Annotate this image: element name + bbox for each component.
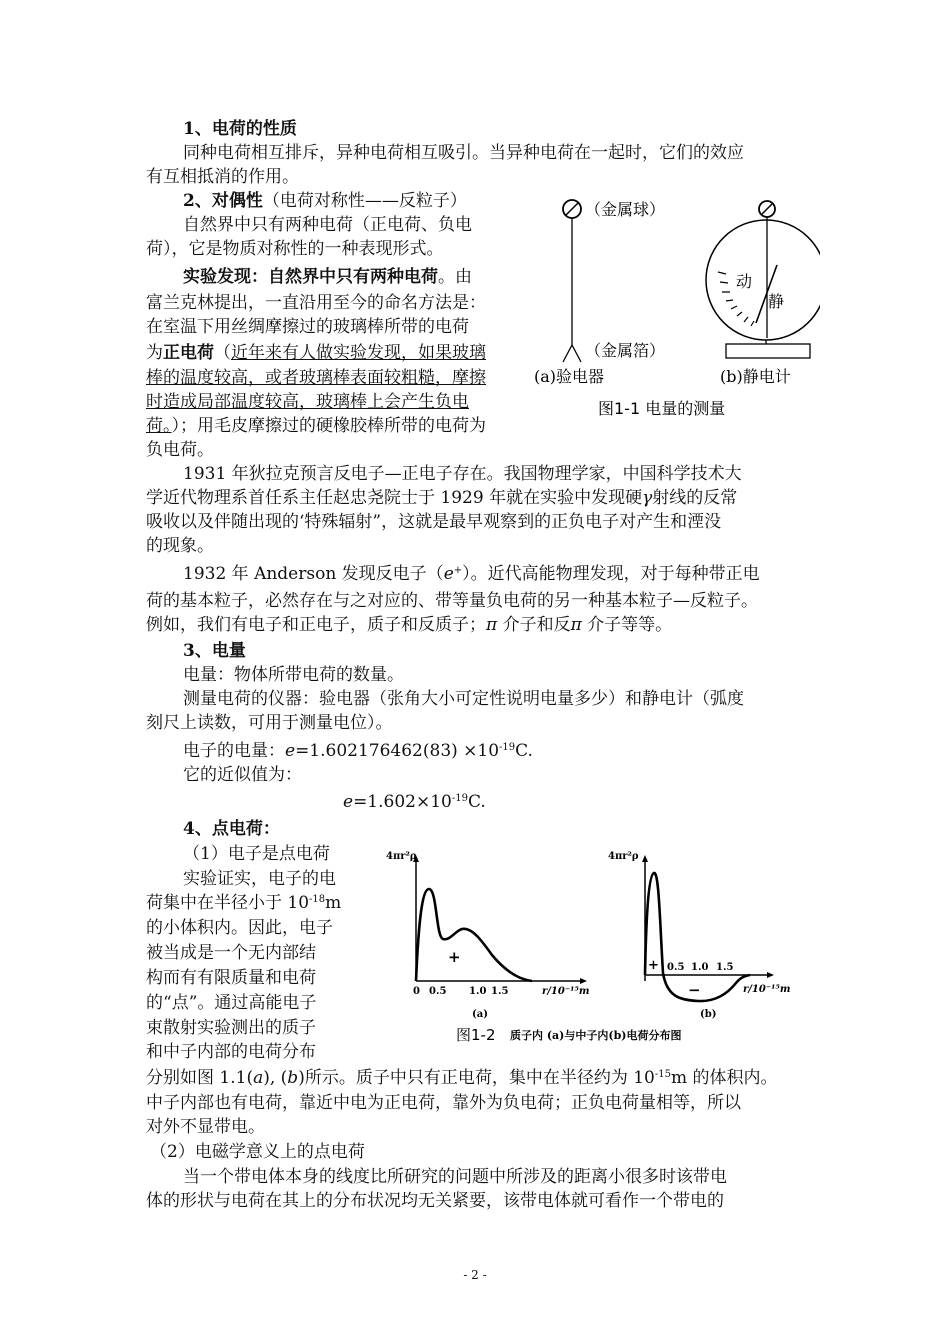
s4-full-1: 分别如图 1.1(a), (b)所示。质子中只有正电荷，集中在半径约为 $10^{-15}m$ 的体积内。 [146, 1068, 778, 1088]
proton-ylabel: 4πr²ρ [386, 851, 417, 862]
section-4-heading: 4、点电荷： [183, 819, 280, 839]
static-label: 静 [768, 292, 785, 311]
tick-b-2: 1.0 [691, 962, 709, 973]
neutron-minus: − [688, 981, 701, 999]
figure-1-1-caption: 图1-1 电量的测量 [598, 399, 726, 418]
figure-1-2 [380, 845, 805, 1050]
neutron-ylabel: 4πr²ρ [608, 851, 639, 862]
s2-text-2: 荷），它是物质对称性的一种表现形式。 [146, 239, 444, 259]
metal-foil-label: （金属箔） [585, 341, 666, 360]
tick-b-1: 0.5 [667, 962, 685, 973]
metal-ball-label: （金属球） [585, 200, 666, 219]
s4-wrap-8: 和中子内部的电荷分布 [146, 1042, 316, 1062]
tick-a-3: 1.5 [491, 986, 509, 997]
section-3-heading: 3、电量 [183, 641, 246, 661]
moving-label: 动 [736, 272, 753, 291]
electroscope-drawing [563, 200, 581, 362]
figure-1-2-number: 图1-2 [456, 1026, 496, 1044]
s2-text-4: 富兰克林提出，一直沿用至今的命名方法是： [146, 293, 486, 313]
s3-text-2: 测量电荷的仪器：验电器（张角大小可定性说明电量多少）和静电计（弧度 [183, 689, 744, 709]
tick-a-2: 1.0 [469, 986, 487, 997]
s1-text-2: 有互相抵消的作用。 [146, 167, 299, 187]
s4-full-3: 对外不显带电。 [146, 1117, 265, 1137]
s2-text-8: 时造成局部温度较高，玻璃棒上会产生负电 [146, 392, 469, 412]
electrometer-caption: (b)静电计 [720, 367, 791, 386]
s3-text-1: 电量：物体所带电荷的数量。 [183, 665, 404, 685]
p1931-text-2: 学近代物理系首任系主任赵忠尧院士于 1929 年就在实验中发现硬γ射线的反常 [146, 488, 738, 508]
electroscope-caption: (a)验电器 [534, 367, 605, 386]
p1931-text-3: 吸收以及伴随出现的‘特殊辐射”，这就是最早观察到的正负电子对产生和湮没 [146, 512, 722, 532]
s2-text-1: 自然界中只有两种电荷（正电荷、负电 [183, 215, 472, 235]
s2-text-9: 荷。）；用毛皮摩擦过的硬橡胶棒所带的电荷为 [146, 416, 486, 436]
s2-text-10: 负电荷。 [146, 440, 214, 460]
s4-sub-1: （1）电子是点电荷 [183, 844, 330, 864]
electron-charge: 电子的电量：$e=1.602176462(83) \times 10^{-19}C$. [183, 741, 533, 761]
s3-text-3: 刻尺上读数，可用于测量电位）。 [146, 713, 393, 733]
electron-charge-approx: $e=1.602\times 10^{-19}C$. [343, 792, 486, 812]
s4-full-2: 中子内部也有电荷，靠近中电为正电荷，靠外为负电荷；正负电荷量相等，所以 [146, 1093, 741, 1113]
s4-wrap-6: 的“点”。通过高能电子 [146, 993, 317, 1013]
p1931-text-4: 的现象。 [146, 536, 214, 556]
page-number: - 2 - [463, 1268, 487, 1282]
s2-text-6: 为正电荷（近年来有人做实验发现，如果玻璃 [146, 343, 486, 363]
proton-xlabel: r/10⁻¹⁵m [542, 986, 590, 997]
s2-text-7: 棒的温度较高，或者玻璃棒表面较粗糙，摩擦 [146, 368, 486, 388]
s1-text-1: 同种电荷相互排斥，异种电荷相互吸引。当异种电荷在一起时，它们的效应 [183, 143, 744, 163]
s4-wrap-5: 构而有有限质量和电荷 [146, 968, 316, 988]
s4-wrap-1: 实验证实，电子的电 [183, 869, 336, 889]
s4-wrap-2: 荷集中在半径小于 $10^{-18}m$ [146, 893, 342, 913]
s3-text-5: 它的近似值为： [183, 765, 302, 785]
s4-sub-2: （2）电磁学意义上的点电荷 [150, 1142, 365, 1162]
s4-full-5: 体的形状与电荷在其上的分布状况均无关紧要，该带电体就可看作一个带电的 [146, 1191, 724, 1211]
proton-plus: + [448, 948, 461, 966]
section-1-heading: 1、电荷的性质 [183, 119, 297, 139]
neutron-plus: + [648, 958, 659, 973]
section-2-heading: 2、对偶性（电荷对称性——反粒子） [183, 191, 467, 211]
s2-text-5: 在室温下用丝绸摩擦过的玻璃棒所带的电荷 [146, 317, 469, 337]
tick-a-1: 0.5 [429, 986, 447, 997]
p1932-text-2: 荷的基本粒子，必然存在与之对应的、带等量负电荷的另一种基本粒子—反粒子。 [146, 591, 758, 611]
tick-b-3: 1.5 [716, 962, 734, 973]
p1932-text-1: 1932 年 Anderson 发现反电子（e+）。近代高能物理发现，对于每种带正电 [183, 564, 760, 584]
p1931-text-1: 1931 年狄拉克预言反电子—正电子存在。我国物理学家，中国科学技术大 [183, 464, 742, 484]
neutron-plot [642, 855, 774, 1001]
proton-plot [413, 855, 587, 984]
label-a: (a) [472, 1009, 488, 1020]
figure-1-1 [530, 190, 820, 425]
label-b: (b) [700, 1009, 717, 1020]
electrometer-drawing [706, 201, 820, 358]
figure-1-2-caption: 质子内 (a)与中子内(b)电荷分布图 [510, 1029, 682, 1042]
tick-a-0: 0 [413, 986, 420, 997]
s4-wrap-4: 被当成是一个无内部结 [146, 943, 316, 963]
s2-text-3: 实验发现：自然界中只有两种电荷。由 [183, 267, 472, 287]
neutron-xlabel: r/10⁻¹⁵m [743, 984, 791, 995]
s4-wrap-7: 束散射实验测出的质子 [146, 1018, 316, 1038]
p1932-text-3: 例如，我们有电子和正电子，质子和反质子；π 介子和反π 介子等等。 [146, 615, 673, 635]
s4-wrap-3: 的小体积内。因此，电子 [146, 918, 333, 938]
s4-full-4: 当一个带电体本身的线度比所研究的问题中所涉及的距离小很多时该带电 [183, 1167, 727, 1187]
